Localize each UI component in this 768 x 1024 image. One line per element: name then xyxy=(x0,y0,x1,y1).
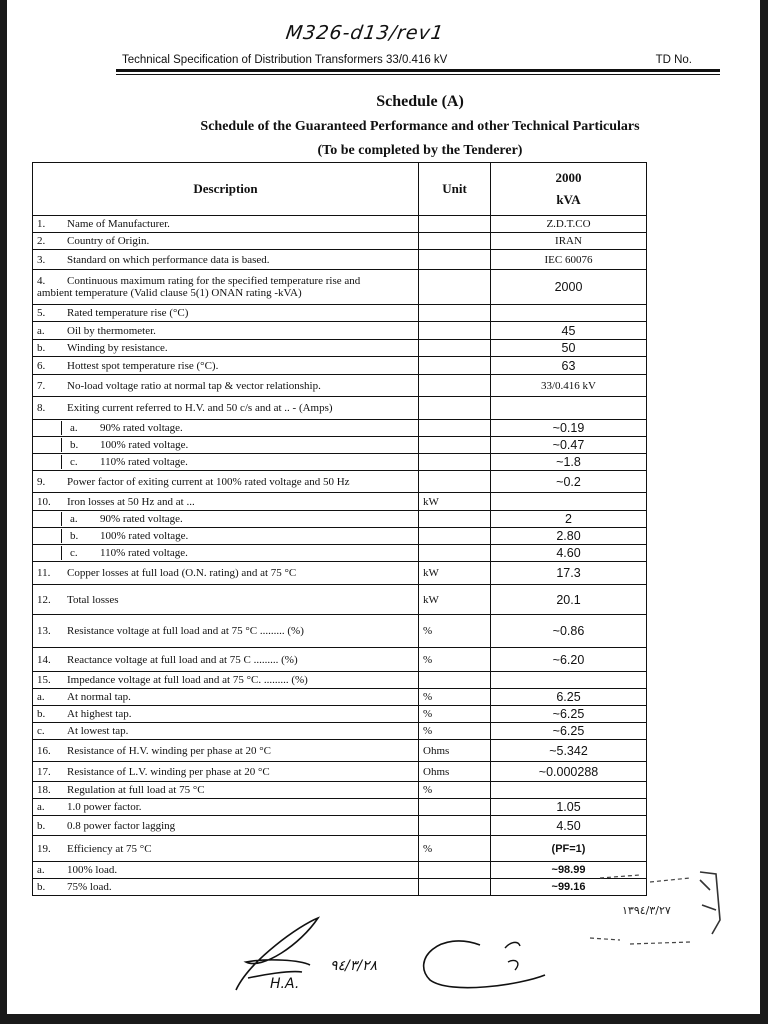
row-number: b. xyxy=(37,342,46,354)
table-row xyxy=(33,706,647,723)
row-value: ~0.47 xyxy=(491,437,647,454)
row-description xyxy=(33,322,419,340)
row-value xyxy=(491,397,647,420)
row-value: 4.50 xyxy=(491,816,647,836)
row-text: Standard on which performance data is based. xyxy=(67,253,270,266)
row-unit: % xyxy=(419,782,491,799)
row-unit xyxy=(419,862,491,879)
row-unit: Ohms xyxy=(419,740,491,762)
table-row xyxy=(33,585,647,615)
row-value: ~99.16 xyxy=(491,879,647,896)
table-row xyxy=(33,454,647,471)
header-td-number: TD No. xyxy=(655,54,692,66)
row-value: 33/0.416 kV xyxy=(491,375,647,397)
header-rule xyxy=(116,69,720,72)
row-number: b. xyxy=(37,881,46,893)
row-description xyxy=(33,816,419,836)
stamp-bracket xyxy=(700,872,720,934)
row-unit xyxy=(419,397,491,420)
row-description xyxy=(33,233,419,250)
row-description xyxy=(33,270,419,305)
row-description xyxy=(33,762,419,782)
header-rating-unit: kVA xyxy=(556,192,581,207)
specification-table xyxy=(32,162,647,896)
row-unit xyxy=(419,340,491,357)
row-value xyxy=(491,672,647,689)
row-unit xyxy=(419,375,491,397)
table-header-row xyxy=(33,163,647,216)
row-number: 7. xyxy=(37,379,46,392)
table-row xyxy=(33,375,647,397)
header-rule-thin xyxy=(116,74,720,75)
row-number: a. xyxy=(37,864,45,876)
row-unit: % xyxy=(419,648,491,672)
row-description xyxy=(33,799,419,816)
row-value: 17.3 xyxy=(491,562,647,585)
row-number: 13. xyxy=(37,625,51,637)
row-number: a. xyxy=(37,691,45,703)
header-title: Technical Specification of Distribution Transformers 33/0.416 kV xyxy=(122,54,448,66)
row-text: Reactance voltage at full load and at 75 C ......... (%) xyxy=(67,653,298,666)
row-value: 63 xyxy=(491,357,647,375)
table-row xyxy=(33,322,647,340)
schedule-note: (To be completed by the Tenderer) xyxy=(317,143,523,158)
row-description xyxy=(33,689,419,706)
row-description xyxy=(33,305,419,322)
row-description xyxy=(33,672,419,689)
row-number: 11. xyxy=(37,567,51,579)
row-text: 1.0 power factor. xyxy=(67,801,142,813)
row-number: 18. xyxy=(37,784,51,796)
row-description xyxy=(33,836,419,862)
row-description xyxy=(33,862,419,879)
row-text: Iron losses at 50 Hz and at ... xyxy=(67,495,195,508)
row-text: At lowest tap. xyxy=(67,725,129,737)
row-value: ~6.20 xyxy=(491,648,647,672)
row-text: Efficiency at 75 °C xyxy=(67,842,152,855)
row-unit: % xyxy=(419,615,491,648)
row-value: 20.1 xyxy=(491,585,647,615)
signature-mark xyxy=(505,942,520,970)
signature-curve xyxy=(424,941,545,988)
row-text: Resistance voltage at full load and at 75 °C ......... (%) xyxy=(67,625,304,637)
table-row xyxy=(33,528,647,545)
row-value: 2.80 xyxy=(491,528,647,545)
row-unit xyxy=(419,270,491,305)
row-value: 50 xyxy=(491,340,647,357)
row-number: b. xyxy=(70,439,79,451)
row-unit: kW xyxy=(419,493,491,511)
table-row xyxy=(33,270,647,305)
table-row xyxy=(33,672,647,689)
row-description xyxy=(33,216,419,233)
row-value: ~0.19 xyxy=(491,420,647,437)
row-number: 5. xyxy=(37,307,46,319)
row-number: 10. xyxy=(37,495,51,508)
table-row xyxy=(33,862,647,879)
row-value xyxy=(491,782,647,799)
specification-body xyxy=(33,216,647,896)
row-unit: Ohms xyxy=(419,762,491,782)
row-text: 0.8 power factor lagging xyxy=(67,819,176,832)
table-row xyxy=(33,836,647,862)
row-unit xyxy=(419,511,491,528)
table-row xyxy=(33,216,647,233)
table-row xyxy=(33,233,647,250)
row-number: 6. xyxy=(37,359,46,372)
row-value: ~0.86 xyxy=(491,615,647,648)
handwritten-reference: M326-d13/rev1 xyxy=(284,22,446,44)
table-row xyxy=(33,740,647,762)
header-rating-value: 2000 xyxy=(555,170,582,185)
row-text: No-load voltage ratio at normal tap & vector relationship. xyxy=(67,379,321,392)
row-text: 100% load. xyxy=(67,864,118,876)
row-value: ~5.342 xyxy=(491,740,647,762)
scan-border-bottom xyxy=(0,1014,768,1024)
row-unit xyxy=(419,799,491,816)
row-text: Copper losses at full load (O.N. rating) and at 75 °C xyxy=(67,567,297,579)
row-number: c. xyxy=(37,725,45,737)
table-row xyxy=(33,357,647,375)
row-number: a. xyxy=(37,324,45,337)
row-text: Resistance of H.V. winding per phase at 20 °C xyxy=(67,744,271,757)
signature-date: ٩٤/٣/٢٨ xyxy=(330,958,378,974)
row-unit xyxy=(419,305,491,322)
table-row xyxy=(33,493,647,511)
row-number: c. xyxy=(70,456,78,468)
header-unit: Unit xyxy=(419,163,491,216)
row-text: Name of Manufacturer. xyxy=(67,218,170,230)
row-unit xyxy=(419,454,491,471)
row-text: Power factor of exiting current at 100% rated voltage and 50 Hz xyxy=(67,475,350,488)
row-number: 3. xyxy=(37,253,46,266)
row-text: Impedance voltage at full load and at 75 °C. ......... (%) xyxy=(67,674,308,686)
row-description xyxy=(33,511,419,528)
row-text: At normal tap. xyxy=(67,691,131,703)
row-description xyxy=(33,357,419,375)
table-row xyxy=(33,545,647,562)
row-number: b. xyxy=(37,708,46,720)
row-text: 90% rated voltage. xyxy=(100,422,183,434)
row-number: 9. xyxy=(37,475,46,488)
row-value: 6.25 xyxy=(491,689,647,706)
row-unit xyxy=(419,879,491,896)
row-unit xyxy=(419,233,491,250)
row-unit: kW xyxy=(419,585,491,615)
row-description xyxy=(33,648,419,672)
row-description xyxy=(33,375,419,397)
row-description xyxy=(33,615,419,648)
row-number: 1. xyxy=(37,218,46,230)
row-text: Oil by thermometer. xyxy=(67,324,156,337)
table-row xyxy=(33,562,647,585)
row-value: ~6.25 xyxy=(491,706,647,723)
table-row xyxy=(33,511,647,528)
row-description xyxy=(33,528,419,545)
row-description xyxy=(33,740,419,762)
row-text: Total losses xyxy=(67,593,119,606)
row-value: 2000 xyxy=(491,270,647,305)
table-row xyxy=(33,782,647,799)
row-number: 17. xyxy=(37,765,51,778)
row-unit: % xyxy=(419,706,491,723)
row-unit: % xyxy=(419,836,491,862)
row-unit xyxy=(419,357,491,375)
row-text: Regulation at full load at 75 °C xyxy=(67,784,205,796)
row-number: b. xyxy=(70,530,79,542)
schedule-subtitle: Schedule of the Guaranteed Performance and other Technical Particulars xyxy=(200,119,640,134)
row-text: 110% rated voltage. xyxy=(100,547,188,559)
row-text: Rated temperature rise (°C) xyxy=(67,307,189,319)
row-number: a. xyxy=(70,513,78,525)
signature-initials: H.A. xyxy=(270,976,300,992)
row-unit xyxy=(419,672,491,689)
row-text: Continuous maximum rating for the specified temperature rise and xyxy=(67,275,361,287)
row-unit xyxy=(419,528,491,545)
table-row xyxy=(33,250,647,270)
table-row xyxy=(33,420,647,437)
row-description xyxy=(33,250,419,270)
row-value: ~0.2 xyxy=(491,471,647,493)
row-value: IEC 60076 xyxy=(491,250,647,270)
row-description xyxy=(33,562,419,585)
row-value: 2 xyxy=(491,511,647,528)
row-unit: % xyxy=(419,723,491,740)
row-unit: % xyxy=(419,689,491,706)
row-description xyxy=(33,397,419,420)
table-row xyxy=(33,437,647,454)
row-number: 8. xyxy=(37,402,46,414)
row-value: IRAN xyxy=(491,233,647,250)
row-text: 75% load. xyxy=(67,881,112,893)
row-description xyxy=(33,545,419,562)
table-row xyxy=(33,816,647,836)
row-value: Z.D.T.CO xyxy=(491,216,647,233)
row-number: 4. xyxy=(37,275,46,287)
row-number: 19. xyxy=(37,842,51,855)
row-number: a. xyxy=(70,422,78,434)
row-text: Exiting current referred to H.V. and 50 c/s and at .. - (Amps) xyxy=(67,402,333,414)
row-unit xyxy=(419,322,491,340)
row-text-continued: ambient temperature (Valid clause 5(1) ONAN rating -kVA) xyxy=(37,287,302,299)
row-value xyxy=(491,305,647,322)
row-value: ~6.25 xyxy=(491,723,647,740)
row-description xyxy=(33,879,419,896)
row-unit xyxy=(419,250,491,270)
row-unit: kW xyxy=(419,562,491,585)
row-text: 100% rated voltage. xyxy=(100,530,189,542)
row-unit xyxy=(419,471,491,493)
row-text: 90% rated voltage. xyxy=(100,513,183,525)
table-row xyxy=(33,615,647,648)
row-value: ~1.8 xyxy=(491,454,647,471)
row-description xyxy=(33,782,419,799)
row-number: 16. xyxy=(37,744,51,757)
table-row xyxy=(33,799,647,816)
row-number: 14. xyxy=(37,653,51,666)
row-value: 45 xyxy=(491,322,647,340)
row-description xyxy=(33,706,419,723)
table-row xyxy=(33,471,647,493)
row-text: 100% rated voltage. xyxy=(100,439,189,451)
row-description xyxy=(33,340,419,357)
row-value: (PF=1) xyxy=(491,836,647,862)
document-header xyxy=(122,54,720,68)
row-description xyxy=(33,420,419,437)
row-value xyxy=(491,493,647,511)
table-row xyxy=(33,689,647,706)
row-value: 4.60 xyxy=(491,545,647,562)
row-unit xyxy=(419,545,491,562)
row-description xyxy=(33,437,419,454)
row-text: 110% rated voltage. xyxy=(100,456,188,468)
table-row xyxy=(33,305,647,322)
row-description xyxy=(33,585,419,615)
row-number: b. xyxy=(37,819,46,832)
row-unit xyxy=(419,816,491,836)
row-text: Hottest spot temperature rise (°C). xyxy=(67,359,219,372)
table-row xyxy=(33,879,647,896)
row-number: 15. xyxy=(37,674,51,686)
table-row xyxy=(33,397,647,420)
header-description: Description xyxy=(33,163,419,216)
table-row xyxy=(33,648,647,672)
row-unit xyxy=(419,420,491,437)
row-text: Winding by resistance. xyxy=(67,342,168,354)
row-text: Country of Origin. xyxy=(67,235,150,247)
row-value: ~98.99 xyxy=(491,862,647,879)
row-number: a. xyxy=(37,801,45,813)
schedule-title: Schedule (A) xyxy=(376,93,464,110)
table-row xyxy=(33,340,647,357)
header-rating xyxy=(491,163,647,216)
row-unit xyxy=(419,437,491,454)
row-value: ~0.000288 xyxy=(491,762,647,782)
row-description xyxy=(33,493,419,511)
row-number: c. xyxy=(70,547,78,559)
row-unit xyxy=(419,216,491,233)
row-description xyxy=(33,723,419,740)
row-number: 2. xyxy=(37,235,46,247)
row-value: 1.05 xyxy=(491,799,647,816)
table-row xyxy=(33,762,647,782)
row-number: 12. xyxy=(37,593,51,606)
row-text: Resistance of L.V. winding per phase at 20 °C xyxy=(67,765,270,778)
row-description xyxy=(33,471,419,493)
table-row xyxy=(33,723,647,740)
row-description xyxy=(33,454,419,471)
row-text: At highest tap. xyxy=(67,708,132,720)
stamp-date: ١٣٩٤/٣/٢٧ xyxy=(622,904,671,917)
